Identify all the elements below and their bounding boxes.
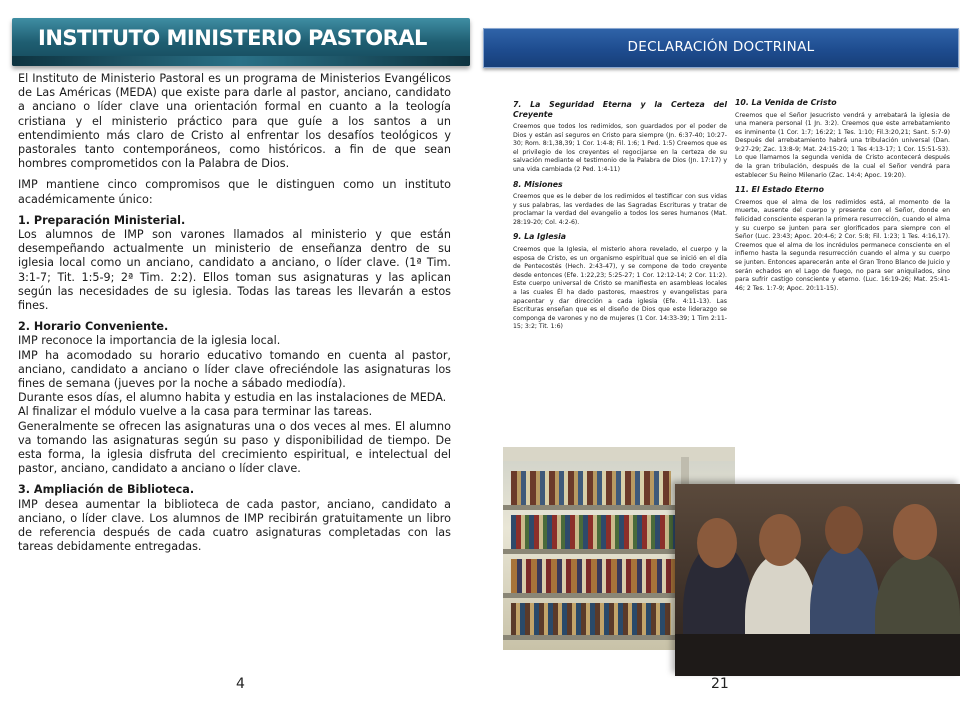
doctrine-column-2 bbox=[735, 98, 950, 298]
section-paragraph: Generalmente se ofrecen las asignaturas una o dos veces al mes. El alumno va tomando las asignaturas según su paso y disponibilidad de tiempo. De esta forma, la iglesia disfruta del crecimiento espiritual, e intelectual del pastor, anciano, candidato a anciano o líder clave. bbox=[18, 419, 451, 476]
section-1 bbox=[18, 214, 451, 313]
section-3 bbox=[18, 483, 451, 554]
section-paragraph: Durante esos días, el alumno habita y estudia en las instalaciones de MEDA. bbox=[18, 391, 447, 405]
doctrine-column-1 bbox=[513, 100, 727, 337]
title-banner bbox=[12, 18, 470, 66]
section-paragraph: Al finalizar el módulo vuelve a la casa para terminar las tareas. bbox=[18, 405, 373, 419]
section-heading: 3. Ampliación de Biblioteca. bbox=[18, 483, 195, 497]
section-2 bbox=[18, 320, 451, 476]
page-title: INSTITUTO MINISTERIO PASTORAL bbox=[38, 26, 427, 50]
section-paragraph: IMP desea aumentar la biblioteca de cada pastor, anciano, candidato a anciano, o líder clave. Los alumnos de IMP recibirán gratuitamente un libro de referencia después de cada cuatro asignaturas completadas con las tareas debidamente entregadas. bbox=[18, 497, 451, 554]
doctrine-text: Creemos que todos los redimidos, son guardados por el poder de Dios y están así seguros en Cristo para siempre (Jn. 6:37-40; 10:27-30; Rom. 8:1,38,39; 1 Cor. 1:4-8; Fil. 1:6; 1 Ped. 1:5) Creemos que es el privilegio de los creyentes el regocijarse en la certeza de su salvación mediante el testimonio de la Palabra de Dios (Jn. 17:17) y una vida cambiada (2 Ped. 1:4-11) bbox=[513, 123, 727, 173]
doctrine-heading: 11. El Estado Eterno bbox=[735, 185, 824, 195]
page-number-right: 21 bbox=[711, 676, 729, 692]
doctrine-banner bbox=[483, 28, 959, 68]
section-heading: 1. Preparación Ministerial. bbox=[18, 213, 186, 227]
students-photo bbox=[675, 484, 960, 676]
section-paragraph: Los alumnos de IMP son varones llamados al ministerio y que están desempeñando actualmente un ministerio de enseñanza dentro de su iglesia local como un anciano, candidato a anciano, o líder clave. (1ª Tim. 3:1-7; Tit. 1:5-9; 2ª Tim. 2:2). Ellos toman sus asignaturas y las aplican según las necesidades de su iglesia. Todas las tareas les llevarán a estos fines. bbox=[18, 228, 451, 313]
section-paragraph: IMP reconoce la importancia de la iglesia local. bbox=[18, 334, 281, 348]
doctrine-heading: 7. La Seguridad Eterna y la Certeza del Creyente bbox=[513, 100, 727, 119]
doctrine-heading: 9. La Iglesia bbox=[513, 232, 567, 242]
section-paragraph: IMP ha acomodado su horario educativo tomando en cuenta al pastor, anciano, candidato a anciano o líder clave ofreciéndole las asignaturas los fines de semana (jueves por la noche a sábado mediodía). bbox=[18, 348, 451, 391]
doctrine-text: Creemos que la Iglesia, el misterio ahora revelado, el cuerpo y la esposa de Cristo, es un organismo espiritual que se inició en el día de Pentecostés (Hech. 2:43-47), y se compone de todo creyente desde entonces (Efe. 1:22,23; 5:25-27; 1 Cor. 12:12-14; 2 Cor. 11:2). Este cuerpo universal de Cristo se manifiesta en asambleas locales a las cuales Él ha dado pastores, maestros y evangelistas para apacentar y dar dirección a cada iglesia (Efe. 4:11-13). Las Escrituras enseñan que es el diseño de Dios que este liderazgo se componga de varones y no de mujeres (1 Cor. 14:33-39; 1 Tim 2:11-15; 3:2; Tit. 1:6) bbox=[513, 245, 727, 331]
doctrine-text: Creemos que el Señor Jesucristo vendrá y arrebatará la iglesia de una manera personal (1 Jn. 3:2). Creemos que este arrebatamiento es inminente (1 Cor. 1:7; 16:22; 1 Tes. 1:10; Fil.3:20,21; Sant. 5:7-9) Después del arrebatamiento habrá una tribulación universal (Dan. 9:27-29; Zac. 13:8-9; Mat. 24:15-20; 1 Tes 4:13-17; 1 Cor. 15:51-53). Lo que llamamos la segunda venida de Cristo acontecerá después de la gran tribulación, después de la cual el Señor vendrá para establecer Su Reino Milenario (Zac. 14:4; Apoc. 19:20). bbox=[735, 111, 950, 179]
doctrine-banner-title: DECLARACIÓN DOCTRINAL bbox=[627, 39, 815, 55]
doctrine-text: Creemos que es le deber de los redimidos el testificar con sus vidas y sus palabras, las verdades de las Sagradas Escrituras y tratar de proclamar la verdad del evangelio a todos los seres humanos (Mat. 28:19-20; Col. 4:2-6). bbox=[513, 193, 727, 226]
left-body-text bbox=[18, 72, 451, 562]
section-heading: 2. Horario Conveniente. bbox=[18, 320, 169, 334]
intro-paragraph: El Instituto de Ministerio Pastoral es un programa de Ministerios Evangélicos de Las Américas (MEDA) que existe para darle al pastor, anciano, candidato a anciano o líder clave una orientación formal en cuanto a la teología cristiana y el ministerio práctico para que guíe a los santos a un entendimiento más claro de Cristo al enfrentar los desafíos teológicos y pastorales tanto contemporáneos, como históricos. a fin de que sean hombres comprometidos con la Palabra de Dios. bbox=[18, 72, 451, 171]
doctrine-text: Creemos que el alma de los redimidos está, al momento de la muerte, ausente del cuerpo y presente con el Señor, donde en felicidad consciente esperan la primera resurrección, cuando el alma y su cuerpo se junten para ser glorificados para siempre con el Señor (Luc. 23:43; Apoc. 20:4-6; 2 Cor. 5:8; Fil. 1:23; 1 Tes. 4:16,17). Creemos que el alma de los incrédulos permanece consciente en el infierno hasta la segunda resurrección cuando el alma y su cuerpo se junten. Entonces aparecerán ante el Gran Trono Blanco de Juicio y serán echados en el Lago de fuego, no para ser aniquilados, sino para sufrir castigo consciente y eterno. (Luc. 16:19-26; Mat. 25:41-46; 2 Tes. 1:7-9; Apoc. 20:11-15). bbox=[735, 198, 950, 292]
doctrine-heading: 10. La Venida de Cristo bbox=[735, 98, 837, 107]
page-number-left: 4 bbox=[236, 676, 245, 692]
commitments-paragraph: IMP mantiene cinco compromisos que le distinguen como un instituto académicamente único: bbox=[18, 178, 451, 206]
doctrine-heading: 8. Misiones bbox=[513, 179, 563, 189]
